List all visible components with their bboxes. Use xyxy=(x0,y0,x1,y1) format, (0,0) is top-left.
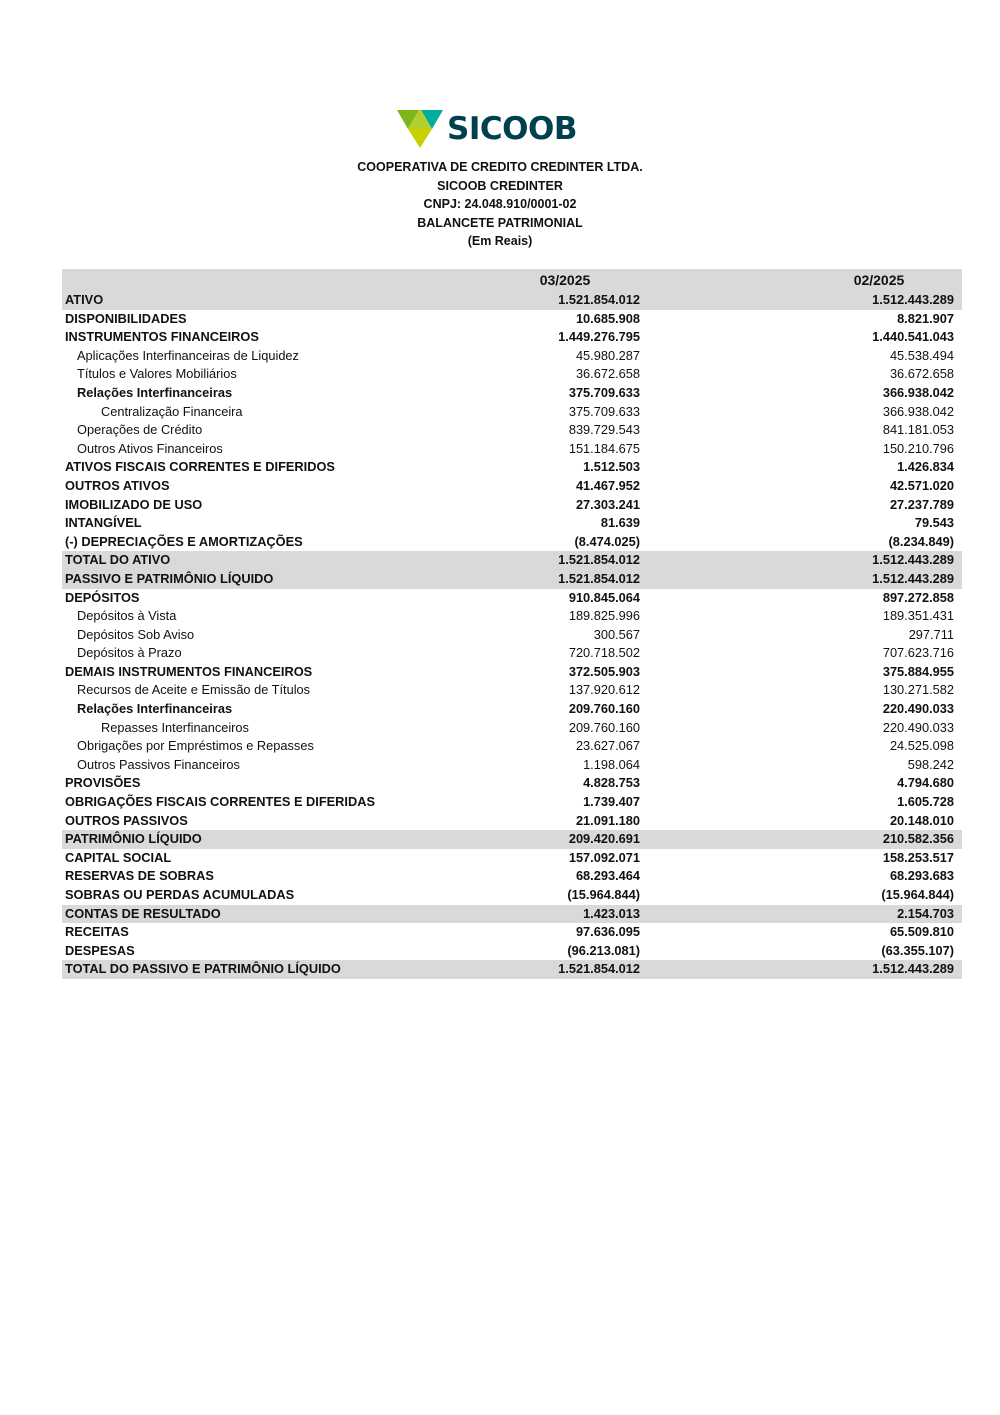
value-03-2025: 81.639 xyxy=(600,515,640,531)
row-label: Operações de Crédito xyxy=(77,422,203,438)
sicoob-logo xyxy=(397,108,587,150)
value-02-2025: 1.512.443.289 xyxy=(804,960,962,979)
row-label: Depósitos à Prazo xyxy=(77,645,182,661)
value-02-2025: 1.512.443.289 xyxy=(804,551,962,570)
table-row xyxy=(62,942,962,961)
value-02-2025: 189.351.431 xyxy=(882,608,954,624)
value-03-2025: 720.718.502 xyxy=(568,645,640,661)
table-row xyxy=(62,421,962,440)
value-03-2025: 1.739.407 xyxy=(583,794,640,810)
value-03-2025: 10.685.908 xyxy=(575,310,640,326)
row-label: ATIVOS FISCAIS CORRENTES E DIFERIDOS xyxy=(65,459,335,475)
value-03-2025: 41.467.952 xyxy=(575,477,640,493)
row-label: PROVISÕES xyxy=(65,775,141,791)
value-02-2025: 42.571.020 xyxy=(889,477,954,493)
table-row xyxy=(62,533,962,552)
value-03-2025: 21.091.180 xyxy=(575,812,640,828)
column-header-text: 02/2025 xyxy=(853,272,905,288)
balance-sheet-table xyxy=(62,269,962,979)
sicoob-logo-icon xyxy=(397,110,443,148)
value-03-2025: 36.672.658 xyxy=(575,366,640,382)
row-label: Relações Interfinanceiras xyxy=(77,701,233,717)
value-02-2025: 27.237.789 xyxy=(889,496,954,512)
value-02-2025: 150.210.796 xyxy=(882,440,954,456)
row-label: RESERVAS DE SOBRAS xyxy=(65,868,214,884)
value-03-2025: 1.521.854.012 xyxy=(490,570,804,589)
document-header xyxy=(0,158,1000,251)
value-03-2025: 23.627.067 xyxy=(575,738,640,754)
row-label: PASSIVO E PATRIMÔNIO LÍQUIDO xyxy=(62,570,490,589)
value-02-2025: 375.884.955 xyxy=(882,663,954,679)
value-03-2025: 45.980.287 xyxy=(575,347,640,363)
value-02-2025: 1.605.728 xyxy=(897,794,954,810)
value-03-2025: 68.293.464 xyxy=(575,868,640,884)
row-label: Outros Ativos Financeiros xyxy=(77,440,223,456)
value-02-2025: 210.582.356 xyxy=(804,830,962,849)
table-row xyxy=(62,626,962,645)
table-row xyxy=(62,830,962,849)
value-03-2025: 300.567 xyxy=(593,626,640,642)
value-02-2025: 707.623.716 xyxy=(882,645,954,661)
row-label: Aplicações Interfinanceiras de Liquidez xyxy=(77,347,299,363)
table-row xyxy=(62,291,962,310)
table-row xyxy=(62,867,962,886)
logo-text: SICOOB xyxy=(447,110,577,147)
table-row xyxy=(62,458,962,477)
row-label: Obrigações por Empréstimos e Repasses xyxy=(77,738,314,754)
table-row xyxy=(62,681,962,700)
table-row xyxy=(62,551,962,570)
value-03-2025: 137.920.612 xyxy=(568,682,640,698)
value-02-2025: 24.525.098 xyxy=(889,738,954,754)
table-row xyxy=(62,905,962,924)
row-label: OBRIGAÇÕES FISCAIS CORRENTES E DIFERIDAS xyxy=(65,794,375,810)
value-02-2025: 1.440.541.043 xyxy=(872,329,954,345)
table-row xyxy=(62,384,962,403)
value-02-2025: (15.964.844) xyxy=(881,887,954,902)
value-02-2025: 4.794.680 xyxy=(897,775,954,791)
value-02-2025: 1.512.443.289 xyxy=(804,570,962,589)
table-row xyxy=(62,644,962,663)
value-02-2025: 366.938.042 xyxy=(882,384,954,400)
value-03-2025: 910.845.064 xyxy=(568,589,640,605)
value-03-2025: 209.760.160 xyxy=(568,719,640,735)
value-02-2025: 897.272.858 xyxy=(882,589,954,605)
value-03-2025: 4.828.753 xyxy=(583,775,640,791)
row-label: TOTAL DO PASSIVO E PATRIMÔNIO LÍQUIDO xyxy=(62,960,490,979)
value-03-2025: 1.521.854.012 xyxy=(490,291,804,310)
company-name: COOPERATIVA DE CREDITO CREDINTER LTDA. xyxy=(357,160,643,174)
row-label: Títulos e Valores Mobiliários xyxy=(77,366,237,382)
table-row xyxy=(62,570,962,589)
row-label: TOTAL DO ATIVO xyxy=(62,551,490,570)
table-header-row xyxy=(62,269,962,291)
value-03-2025: 27.303.241 xyxy=(575,496,640,512)
table-row xyxy=(62,440,962,459)
column-header-02-2025 xyxy=(804,269,962,291)
table-row xyxy=(62,663,962,682)
table-row xyxy=(62,774,962,793)
value-02-2025: 130.271.582 xyxy=(882,682,954,698)
document-title: BALANCETE PATRIMONIAL xyxy=(417,215,583,230)
value-03-2025: 372.505.903 xyxy=(568,663,640,679)
value-03-2025: 375.709.633 xyxy=(568,384,640,400)
table-row xyxy=(62,514,962,533)
column-header-03-2025 xyxy=(490,269,804,291)
value-03-2025: 189.825.996 xyxy=(568,608,640,624)
table-row xyxy=(62,347,962,366)
table-row xyxy=(62,328,962,347)
table-row xyxy=(62,700,962,719)
value-02-2025: 36.672.658 xyxy=(889,366,954,382)
value-02-2025: 297.711 xyxy=(908,626,954,642)
value-03-2025: (96.213.081) xyxy=(567,942,640,958)
row-label: OUTROS ATIVOS xyxy=(65,477,170,493)
row-label: CONTAS DE RESULTADO xyxy=(62,905,490,924)
row-label: RECEITAS xyxy=(65,924,129,940)
value-02-2025: 220.490.033 xyxy=(882,701,954,717)
header-label-cell xyxy=(62,269,490,291)
row-label: Depósitos Sob Aviso xyxy=(77,626,195,642)
cnpj: CNPJ: 24.048.910/0001-02 xyxy=(423,197,577,212)
value-03-2025: (15.964.844) xyxy=(567,887,640,902)
value-03-2025: 151.184.675 xyxy=(568,440,640,456)
value-03-2025: (8.474.025) xyxy=(574,533,640,549)
value-02-2025: 158.253.517 xyxy=(882,849,954,865)
table-row xyxy=(62,719,962,738)
value-03-2025: 1.198.064 xyxy=(583,756,640,772)
value-03-2025: 1.521.854.012 xyxy=(490,960,804,979)
row-label: CAPITAL SOCIAL xyxy=(65,849,172,865)
value-02-2025: 20.148.010 xyxy=(889,812,954,828)
row-label: OUTROS PASSIVOS xyxy=(65,812,188,828)
value-02-2025: 1.426.834 xyxy=(897,459,954,475)
table-row xyxy=(62,607,962,626)
table-row xyxy=(62,793,962,812)
value-02-2025: 220.490.033 xyxy=(882,719,954,735)
row-label: Relações Interfinanceiras xyxy=(77,384,233,400)
table-row xyxy=(62,496,962,515)
row-label: Depósitos à Vista xyxy=(77,608,177,624)
table-row xyxy=(62,812,962,831)
table-row xyxy=(62,849,962,868)
value-02-2025: 45.538.494 xyxy=(889,347,954,363)
value-02-2025: 79.543 xyxy=(914,515,954,531)
row-label: SOBRAS OU PERDAS ACUMULADAS xyxy=(65,887,295,902)
row-label: INTANGÍVEL xyxy=(65,515,142,531)
value-03-2025: 209.760.160 xyxy=(568,701,640,717)
row-label: Recursos de Aceite e Emissão de Títulos xyxy=(77,682,311,698)
value-03-2025: 97.636.095 xyxy=(575,924,640,940)
brand-name: SICOOB CREDINTER xyxy=(437,178,563,193)
table-row xyxy=(62,589,962,608)
value-02-2025: (8.234.849) xyxy=(888,533,954,549)
table-row xyxy=(62,886,962,905)
currency-note: (Em Reais) xyxy=(467,234,533,249)
table-row xyxy=(62,310,962,329)
value-02-2025: 841.181.053 xyxy=(882,422,954,438)
value-02-2025: 598.242 xyxy=(907,756,954,772)
row-label: DISPONIBILIDADES xyxy=(65,310,187,326)
value-02-2025: 68.293.683 xyxy=(889,868,954,884)
table-row xyxy=(62,923,962,942)
row-label: IMOBILIZADO DE USO xyxy=(65,496,203,512)
value-03-2025: 1.521.854.012 xyxy=(490,551,804,570)
value-02-2025: 8.821.907 xyxy=(897,310,954,326)
value-03-2025: 157.092.071 xyxy=(568,849,640,865)
value-03-2025: 1.449.276.795 xyxy=(558,329,640,345)
row-label: PATRIMÔNIO LÍQUIDO xyxy=(62,830,490,849)
value-03-2025: 375.709.633 xyxy=(568,403,640,419)
row-label: Centralização Financeira xyxy=(101,403,243,419)
row-label: DEMAIS INSTRUMENTOS FINANCEIROS xyxy=(65,663,313,679)
row-label: INSTRUMENTOS FINANCEIROS xyxy=(65,329,259,345)
row-label: Outros Passivos Financeiros xyxy=(77,756,240,772)
value-03-2025: 209.420.691 xyxy=(490,830,804,849)
value-02-2025: 366.938.042 xyxy=(882,403,954,419)
table-row xyxy=(62,477,962,496)
value-03-2025: 839.729.543 xyxy=(568,422,640,438)
value-02-2025: (63.355.107) xyxy=(881,942,954,958)
row-label: DEPÓSITOS xyxy=(65,589,140,605)
table-row xyxy=(62,960,962,979)
row-label: DESPESAS xyxy=(65,942,135,958)
table-row xyxy=(62,403,962,422)
column-header-text: 03/2025 xyxy=(539,272,591,288)
table-row xyxy=(62,737,962,756)
row-label: ATIVO xyxy=(62,291,490,310)
value-02-2025: 2.154.703 xyxy=(804,905,962,924)
row-label: (-) DEPRECIAÇÕES E AMORTIZAÇÕES xyxy=(65,533,303,549)
value-02-2025: 1.512.443.289 xyxy=(804,291,962,310)
table-row xyxy=(62,756,962,775)
table-row xyxy=(62,365,962,384)
value-03-2025: 1.423.013 xyxy=(490,905,804,924)
row-label: Repasses Interfinanceiros xyxy=(101,719,249,735)
value-03-2025: 1.512.503 xyxy=(583,459,640,475)
value-02-2025: 65.509.810 xyxy=(889,924,954,940)
